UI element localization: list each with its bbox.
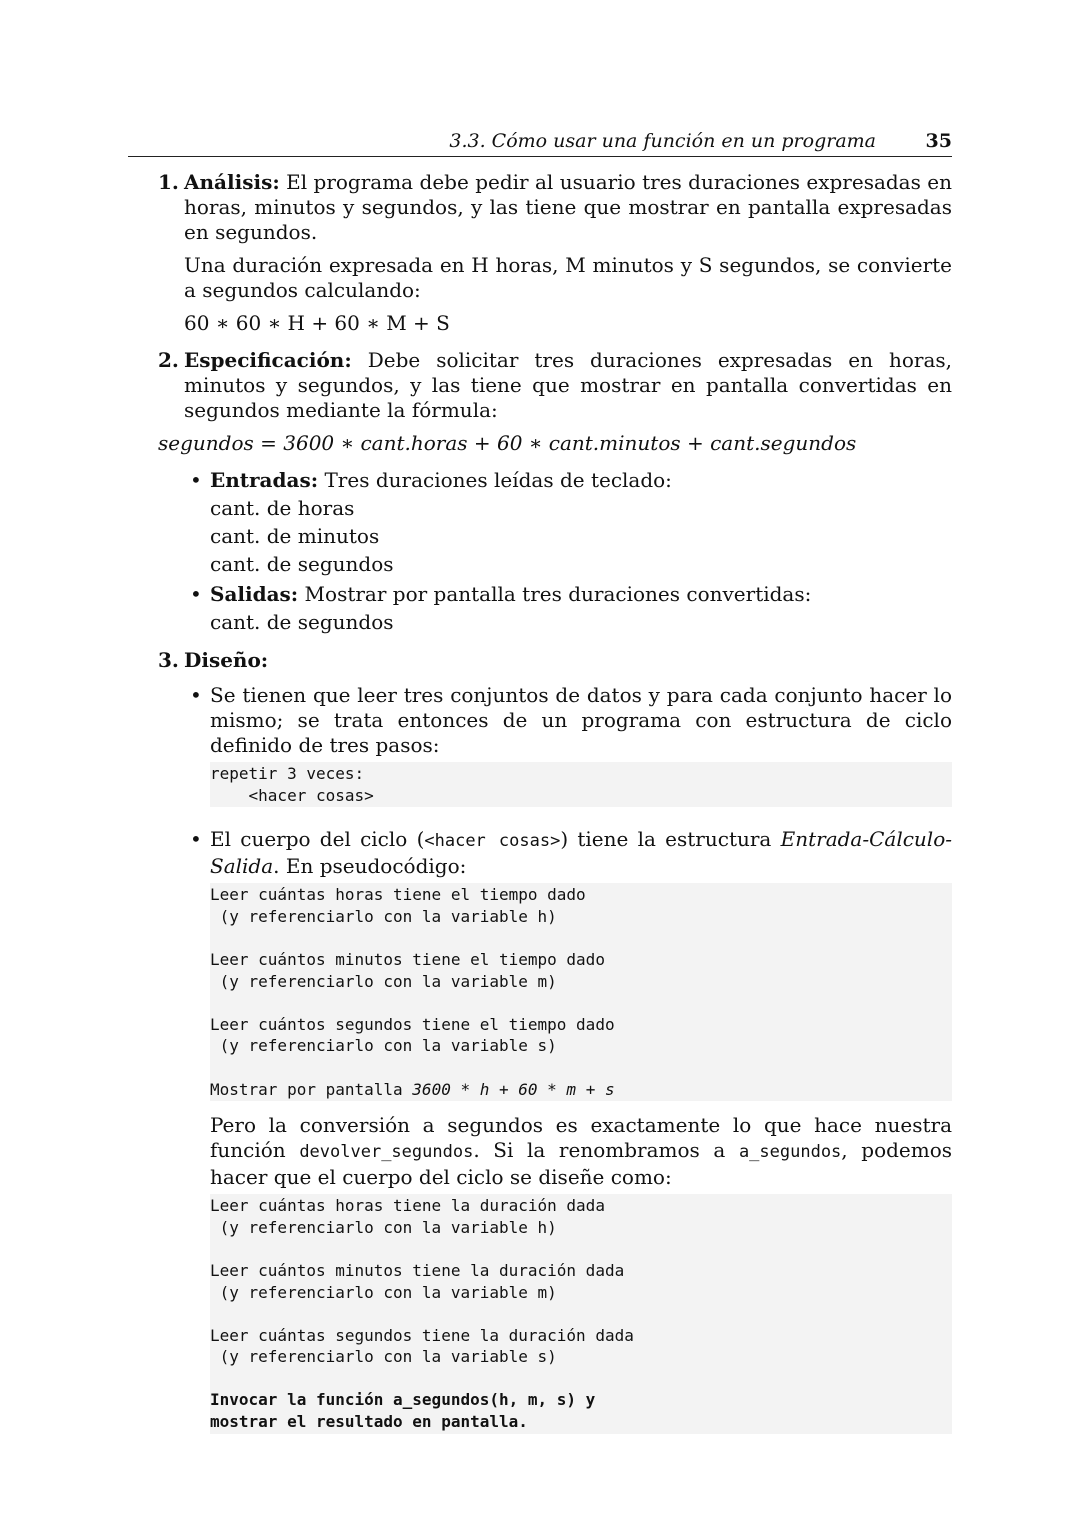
conversion-formula: 60 ∗ 60 ∗ H + 60 ∗ M + S: [184, 311, 450, 335]
spec-bullets: [158, 466, 952, 636]
section-number: 1.: [158, 170, 179, 194]
section-label: Diseño:: [184, 648, 269, 672]
conversion-note-paragraph: [210, 1113, 952, 1190]
output-item: cant. de segundos: [210, 610, 394, 634]
code-line: Leer cuántos minutos tiene la duración dada: [210, 1260, 625, 1280]
section-label: Análisis:: [184, 170, 280, 194]
text-run: . Si la renombramos a: [473, 1138, 739, 1163]
seconds-formula: segundos = 3600 ∗ cant.horas + 60 ∗ cant.minutos + cant.segundos: [158, 431, 857, 455]
design-bullet-1-text: Se tienen que leer tres conjuntos de datos y para cada conjunto hacer lo mismo; se trata entonces de un programa con estructura de ciclo definido de tres pasos:: [210, 683, 952, 757]
bullet-icon: •: [190, 468, 202, 492]
code-text: Mostrar por pantalla: [210, 1079, 413, 1099]
code-line: [210, 1238, 952, 1260]
inputs-bullet: [158, 466, 952, 578]
code-line: <hacer cosas>: [210, 785, 374, 805]
design-bullets: [158, 683, 952, 1434]
inline-code: devolver_segundos: [299, 1142, 474, 1163]
design-bullet-1: [158, 683, 952, 807]
section-diseno: [158, 648, 952, 1434]
bullet-icon: •: [190, 582, 202, 606]
outputs-bullet: [158, 580, 952, 636]
inline-code: a_segundos: [738, 1142, 842, 1163]
running-header: [128, 128, 952, 157]
text-run: El cuerpo del ciclo (: [210, 827, 425, 852]
code-line: [210, 927, 952, 949]
especificacion-paragraph: [184, 348, 952, 423]
section-analisis: [158, 170, 952, 336]
conversion-paragraph: Una duración expresada en H horas, M minutos y S segundos, se convierte a segundos calculando:: [184, 253, 952, 302]
document-body: [158, 170, 952, 1446]
code-line: Leer cuántos minutos tiene el tiempo dado: [210, 949, 605, 969]
code-line: [210, 1303, 952, 1325]
analisis-paragraph: [184, 170, 952, 245]
code-line: [210, 992, 952, 1014]
code-line: Leer cuántas horas tiene el tiempo dado: [210, 885, 586, 905]
outputs-label: Salidas:: [210, 582, 299, 606]
code-line: (y referenciarlo con la variable m): [210, 971, 557, 991]
section-number: 3.: [158, 648, 179, 672]
especificacion-text: Debe solicitar tres duraciones expresadas en horas, minutos y segundos, y las tiene que mostrar en pantalla convertidas en segundos mediante la fórmula:: [184, 348, 953, 422]
code-line-bold: mostrar el resultado en pantalla.: [210, 1412, 528, 1432]
inputs-label: Entradas:: [210, 468, 319, 492]
bullet-icon: •: [190, 827, 202, 852]
italic-term: Entrada-Cálculo-Salida: [210, 827, 952, 879]
code-expression: 3600 * h + 60 * m + s: [412, 1079, 615, 1099]
outputs-text: Mostrar por pantalla tres duraciones convertidas:: [304, 582, 812, 606]
code-line: (y referenciarlo con la variable s): [210, 1036, 557, 1056]
code-block-loop: [210, 762, 952, 807]
section-especificacion: [158, 348, 952, 636]
code-line: repetir 3 veces:: [210, 764, 365, 783]
text-run: . En pseudocódigo:: [273, 854, 467, 879]
code-block-pseudocode: [210, 883, 952, 1101]
input-item: cant. de horas: [210, 496, 355, 520]
text-run: Pero la conversión a segundos es exactamente lo que hace nuestra función: [210, 1113, 952, 1163]
code-line: [210, 1368, 952, 1390]
analisis-text: El programa debe pedir al usuario tres duraciones expresadas en horas, minutos y segundos, y las tiene que mostrar en pantalla expresadas en segundos.: [184, 170, 952, 244]
design-bullet-2-text: [210, 827, 952, 879]
section-label: Especificación:: [184, 348, 352, 372]
text-run: ) tiene la estructura: [560, 827, 781, 852]
bullet-icon: •: [190, 683, 202, 707]
code-line: (y referenciarlo con la variable h): [210, 906, 557, 926]
code-line: Leer cuántas horas tiene la duración dada: [210, 1196, 605, 1216]
code-block-redesign: [210, 1194, 952, 1434]
page-number: 35: [925, 130, 952, 152]
input-item: cant. de segundos: [210, 552, 394, 576]
code-line: [210, 1057, 952, 1079]
code-line: (y referenciarlo con la variable m): [210, 1282, 557, 1302]
code-line: (y referenciarlo con la variable h): [210, 1217, 557, 1237]
text-run: , podemos hacer que el cuerpo del ciclo se diseñe como:: [210, 1138, 953, 1190]
section-number: 2.: [158, 348, 179, 372]
input-item: cant. de minutos: [210, 524, 380, 548]
code-line: Leer cuántas segundos tiene la duración dada: [210, 1325, 634, 1345]
code-line: (y referenciarlo con la variable s): [210, 1347, 557, 1367]
code-line-bold: Invocar la función a_segundos(h, m, s) y: [210, 1390, 596, 1410]
code-line: Leer cuántos segundos tiene el tiempo dado: [210, 1014, 615, 1034]
inline-code: <hacer cosas>: [424, 831, 561, 852]
running-title: 3.3. Cómo usar una función en un programa: [449, 130, 876, 152]
code-line-output: [210, 1079, 952, 1101]
design-bullet-2: [158, 827, 952, 1433]
inputs-text: Tres duraciones leídas de teclado:: [324, 468, 672, 492]
